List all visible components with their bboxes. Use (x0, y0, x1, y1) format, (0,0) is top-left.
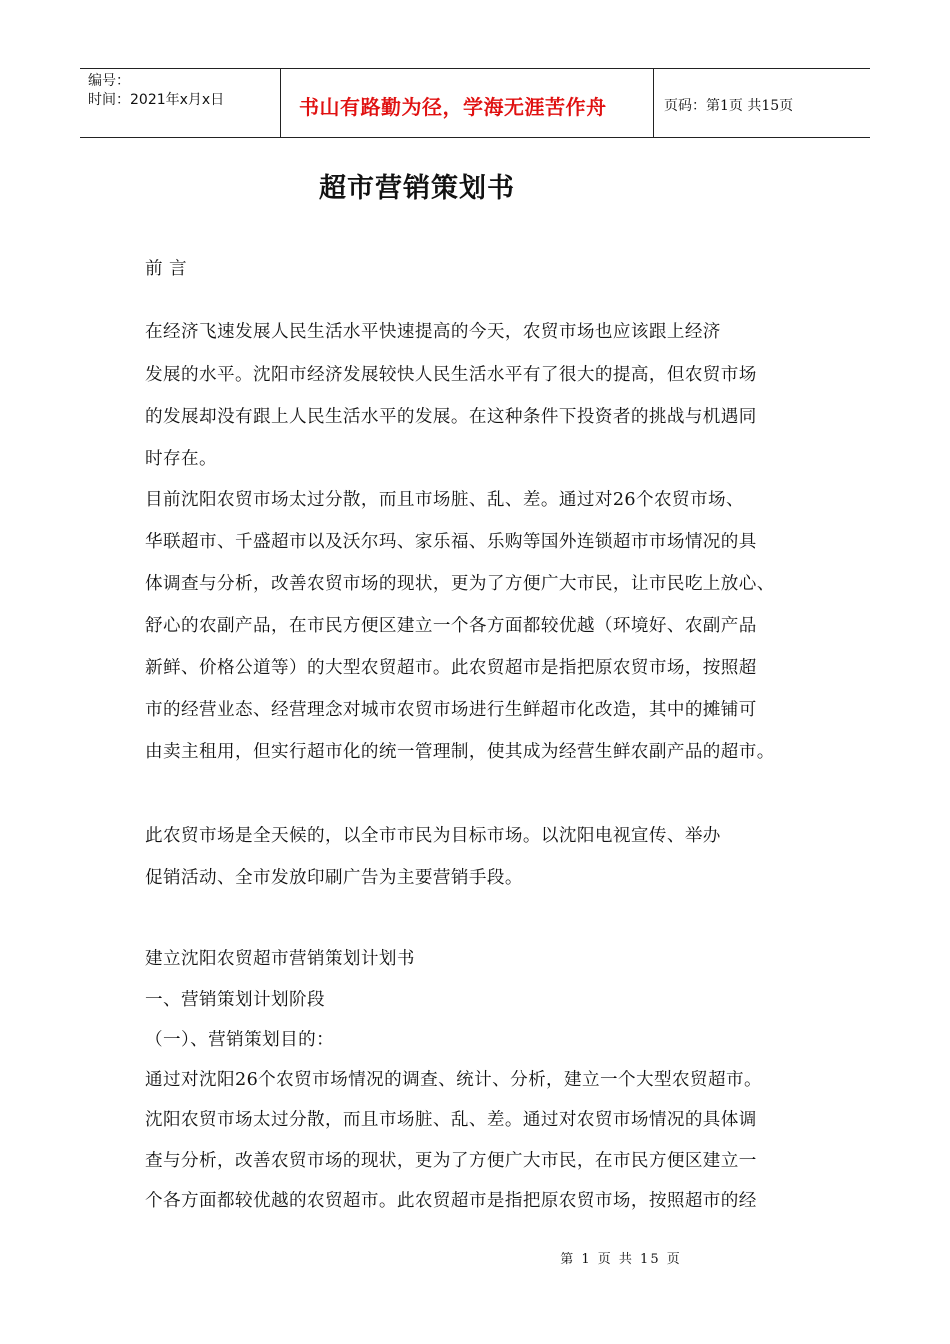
time-label: 时间：2021年x月x日 (88, 92, 225, 108)
document-title: 超市营销策划书 (319, 173, 515, 204)
paragraph-line: 通过对沈阳26个农贸市场情况的调查、统计、分析，建立一个大型农贸超市。 (145, 1070, 762, 1090)
paragraph-line: 新鲜、价格公道等）的大型农贸超市。此农贸超市是指把原农贸市场，按照超 (145, 658, 757, 678)
paragraph-line: 华联超市、千盛超市以及沃尔玛、家乐福、乐购等国外连锁超市市场情况的具 (145, 532, 757, 552)
paragraph-line: 查与分析，改善农贸市场的现状，更为了方便广大市民，在市民方便区建立一 (145, 1151, 757, 1171)
header-table (80, 68, 870, 138)
motto-text: 书山有路勤为径，学海无涯苦作舟 (299, 94, 607, 119)
section-heading: 建立沈阳农贸超市营销策划计划书 (145, 949, 415, 969)
paragraph-line: 在经济飞速发展人民生活水平快速提高的今天，农贸市场也应该跟上经济 (145, 322, 721, 342)
header-meta-cell (80, 69, 281, 137)
paragraph-line: 此农贸市场是全天候的，以全市市民为目标市场。以沈阳电视宣传、举办 (145, 826, 721, 846)
paragraph-line: 发展的水平。沈阳市经济发展较快人民生活水平有了很大的提高，但农贸市场 (145, 365, 757, 385)
paragraph-line: 目前沈阳农贸市场太过分散，而且市场脏、乱、差。通过对26个农贸市场、 (145, 490, 744, 510)
paragraph-line: 市的经营业态、经营理念对城市农贸市场进行生鲜超市化改造，其中的摊铺可 (145, 700, 757, 720)
paragraph-line: 体调查与分析，改善农贸市场的现状，更为了方便广大市民，让市民吃上放心、 (145, 574, 775, 594)
header-page-cell (654, 69, 870, 137)
header-motto-cell (281, 69, 654, 137)
section-heading-preface: 前 言 (145, 259, 187, 279)
paragraph-line: 个各方面都较优越的农贸超市。此农贸超市是指把原农贸市场，按照超市的经 (145, 1191, 757, 1211)
paragraph-line: 时存在。 (145, 449, 217, 469)
paragraph-line: 沈阳农贸市场太过分散，而且市场脏、乱、差。通过对农贸市场情况的具体调 (145, 1110, 757, 1130)
subsection-heading: （一）、营销策划目的： (145, 1030, 335, 1050)
page-footer: 第 1 页 共 15 页 (560, 1252, 682, 1267)
section-heading: 一、营销策划计划阶段 (145, 990, 325, 1010)
paragraph-line: 的发展却没有跟上人民生活水平的发展。在这种条件下投资者的挑战与机遇同 (145, 407, 757, 427)
page-info: 页码：第1页 共15页 (664, 98, 794, 114)
paragraph-line: 由卖主租用，但实行超市化的统一管理制，使其成为经营生鲜农副产品的超市。 (145, 742, 775, 762)
paragraph-line: 促销活动、全市发放印刷广告为主要营销手段。 (145, 868, 523, 888)
number-label: 编号： (88, 73, 130, 89)
paragraph-line: 舒心的农副产品，在市民方便区建立一个各方面都较优越（环境好、农副产品 (145, 616, 757, 636)
